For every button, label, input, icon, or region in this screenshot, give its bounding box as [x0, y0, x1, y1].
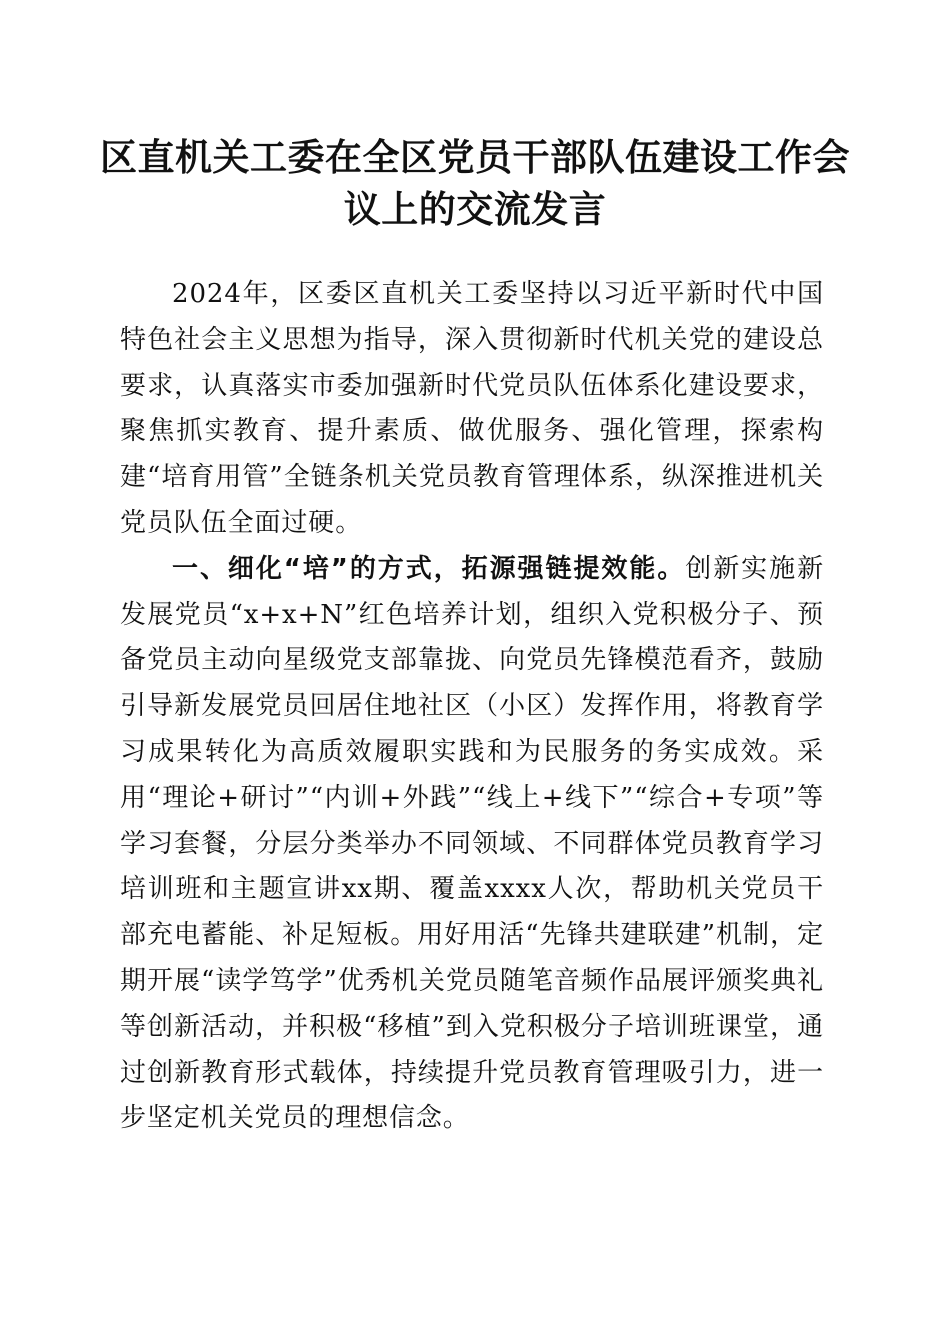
document-body: [120, 272, 824, 1142]
document-title: [100, 132, 850, 236]
title-line-1: 区直机关工委在全区党员干部队伍建设工作会: [100, 136, 850, 179]
section-1-heading: 一、细化“培”的方式，拓源强链提效能。: [172, 553, 686, 584]
intro-paragraph: 2024年，区委区直机关工委坚持以习近平新时代中国特色社会主义思想为指导，深入贯彻新时代机关党的建设总要求，认真落实市委加强新时代党员队伍体系化建设要求，聚焦抓实教育、提升素质、做优服务、强化管理，探索构建“培育用管”全链条机关党员教育管理体系，纵深推进机关党员队伍全面过硬。: [120, 279, 824, 538]
title-line-2: 议上的交流发言: [343, 188, 607, 231]
section-1-text: 创新实施新发展党员“x+x+N”红色培养计划，组织入党积极分子、预备党员主动向星级党支部靠拢、向党员先锋模范看齐，鼓励引导新发展党员回居住地社区（小区）发挥作用，将教育学习成果转化为高质效履职实践和为民服务的务实成效。采用“理论+研讨”“内训+外践”“线上+线下”“综合+专项”等学习套餐，分层分类举办不同领域、不同群体党员教育学习培训班和主题宣讲xx期、覆盖xxxx人次，帮助机关党员干部充电蓄能、补足短板。用好用活“先锋共建联建”机制，定期开展“读学笃学”优秀机关党员随笔音频作品展评颁奖典礼等创新活动，并积极“移植”到入党积极分子培训班课堂，通过创新教育形式载体，持续提升党员教育管理吸引力，进一步坚定机关党员的理想信念。: [120, 553, 824, 1134]
section-1-paragraph: [120, 547, 824, 1142]
